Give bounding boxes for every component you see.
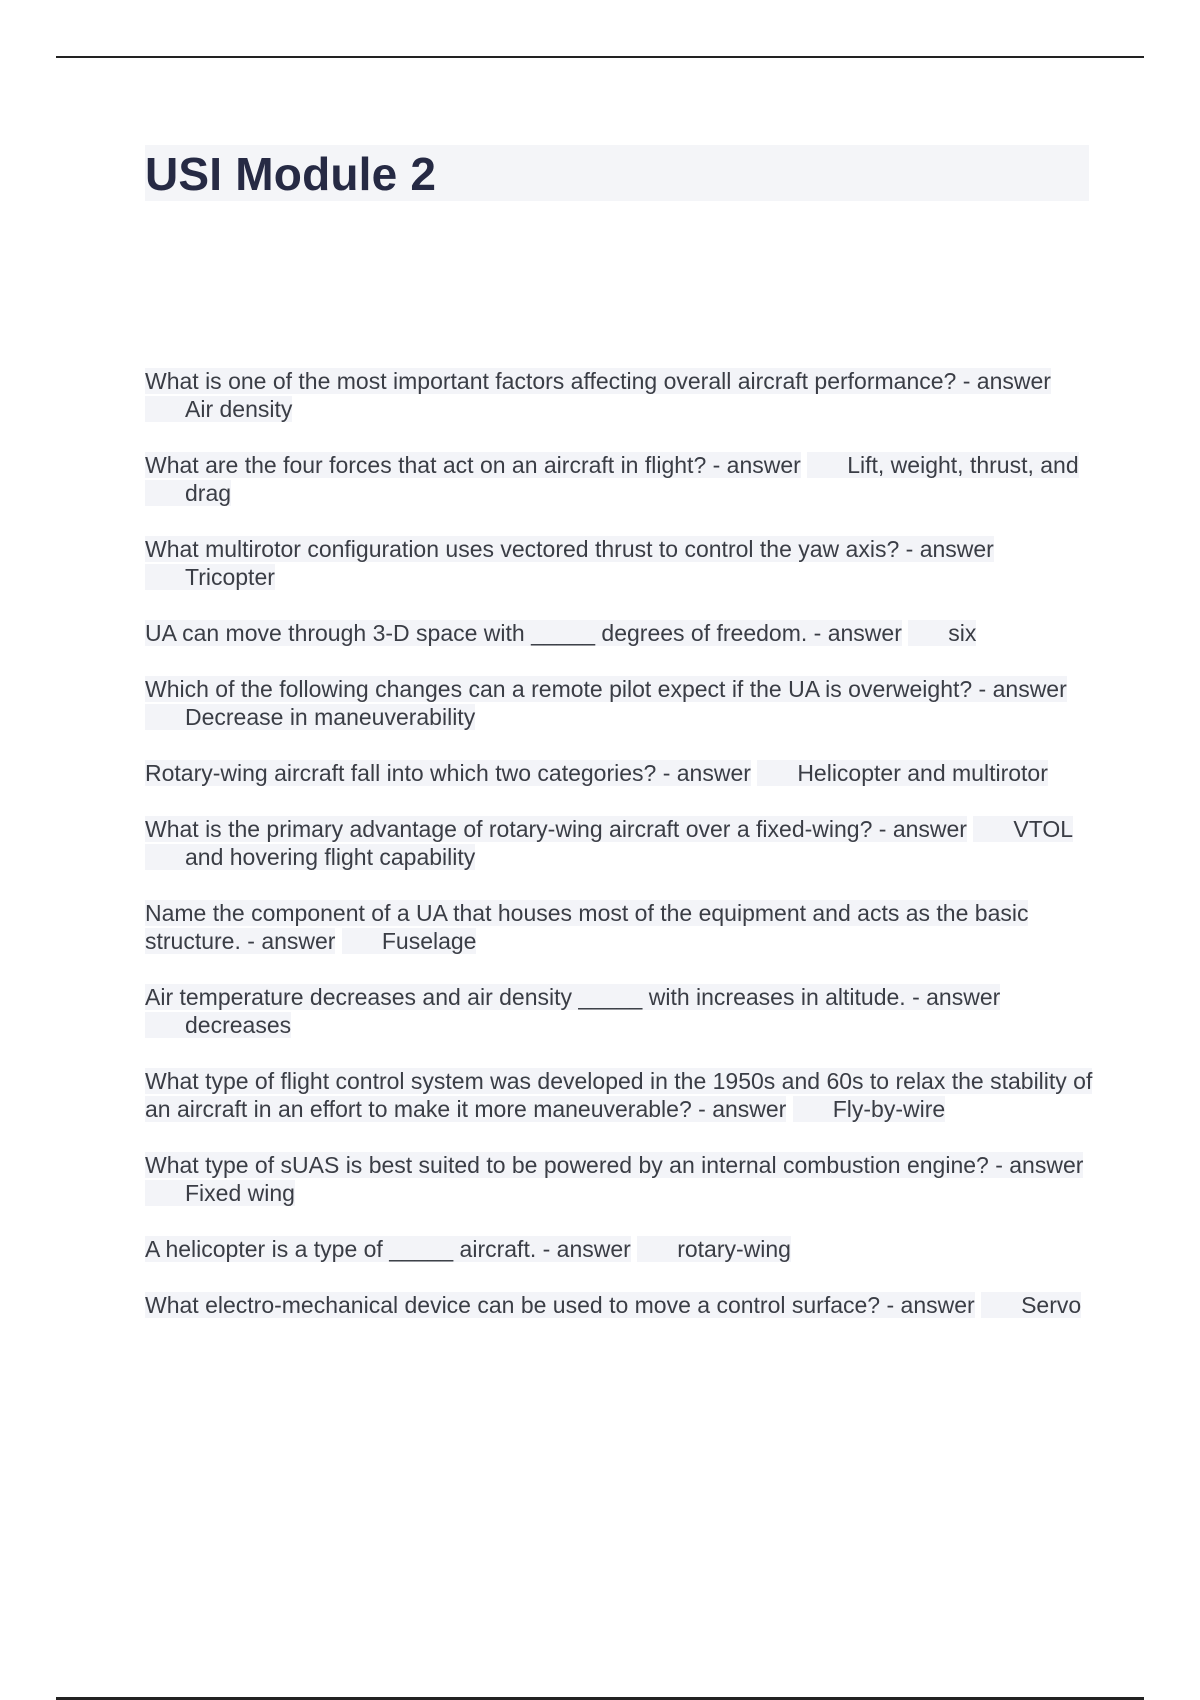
qa-item: [145, 535, 1095, 591]
question-text: Air temperature decreases and air density _____ with increases in altitude.: [145, 984, 906, 1010]
qa-item: [145, 899, 1095, 955]
answer-text: Fuselage: [342, 928, 477, 954]
answer-text: Tricopter: [145, 564, 275, 590]
answer-separator: - answer: [536, 1236, 631, 1262]
answer-separator: - answer: [240, 928, 336, 954]
question-text: What is the primary advantage of rotary-wing aircraft over a fixed-wing?: [145, 816, 873, 842]
qa-item: [145, 1291, 1095, 1319]
answer-text: Lift, weight, thrust, and drag: [145, 452, 1079, 506]
qa-list: [145, 367, 1095, 1347]
answer-separator: - answer: [956, 368, 1051, 394]
qa-item: [145, 1067, 1095, 1123]
answer-separator: - answer: [988, 1152, 1084, 1178]
answer-text: Fixed wing: [145, 1180, 295, 1206]
answer-separator: - answer: [691, 1096, 787, 1122]
answer-separator: - answer: [880, 1292, 975, 1318]
question-text: What multirotor configuration uses vectored thrust to control the yaw axis?: [145, 536, 900, 562]
answer-separator: - answer: [899, 536, 994, 562]
qa-item: [145, 759, 1095, 787]
answer-separator: - answer: [807, 620, 902, 646]
question-text: What type of sUAS is best suited to be powered by an internal combustion engine?: [145, 1152, 989, 1178]
answer-text: Air density: [145, 396, 292, 422]
top-rule: [56, 56, 1144, 58]
question-text: UA can move through 3-D space with _____ degrees of freedom.: [145, 620, 808, 646]
answer-separator: - answer: [706, 452, 801, 478]
answer-separator: - answer: [872, 816, 967, 842]
qa-item: [145, 367, 1095, 423]
qa-item: [145, 1151, 1095, 1207]
qa-item: [145, 983, 1095, 1039]
question-text: What type of flight control system was developed in the 1950s and 60s to relax the stability of an aircraft in an effort to make it more maneuverable?: [145, 1068, 1093, 1122]
answer-text: rotary-wing: [637, 1236, 791, 1262]
answer-separator: - answer: [972, 676, 1067, 702]
question-text: What electro-mechanical device can be used to move a control surface?: [145, 1292, 881, 1318]
qa-item: [145, 619, 1095, 647]
question-text: Rotary-wing aircraft fall into which two categories?: [145, 760, 657, 786]
answer-separator: - answer: [905, 984, 1001, 1010]
qa-item: [145, 1235, 1095, 1263]
page-title: USI Module 2: [145, 148, 437, 200]
question-text: Name the component of a UA that houses most of the equipment and acts as the basic structure.: [145, 900, 1029, 954]
answer-text: Decrease in maneuverability: [145, 704, 475, 730]
answer-text: Servo: [981, 1292, 1081, 1318]
answer-text: decreases: [145, 1012, 291, 1038]
answer-text: VTOL and hovering flight capability: [145, 816, 1073, 870]
answer-text: Helicopter and multirotor: [757, 760, 1048, 786]
answer-text: Fly-by-wire: [793, 1096, 945, 1122]
answer-text: six: [908, 620, 976, 646]
question-text: What is one of the most important factors affecting overall aircraft performance?: [145, 368, 957, 394]
qa-item: [145, 675, 1095, 731]
qa-item: [145, 451, 1095, 507]
answer-separator: - answer: [656, 760, 751, 786]
question-text: A helicopter is a type of _____ aircraft.: [145, 1236, 537, 1262]
question-text: What are the four forces that act on an aircraft in flight?: [145, 452, 707, 478]
qa-item: [145, 815, 1095, 871]
question-text: Which of the following changes can a remote pilot expect if the UA is overweight?: [145, 676, 973, 702]
